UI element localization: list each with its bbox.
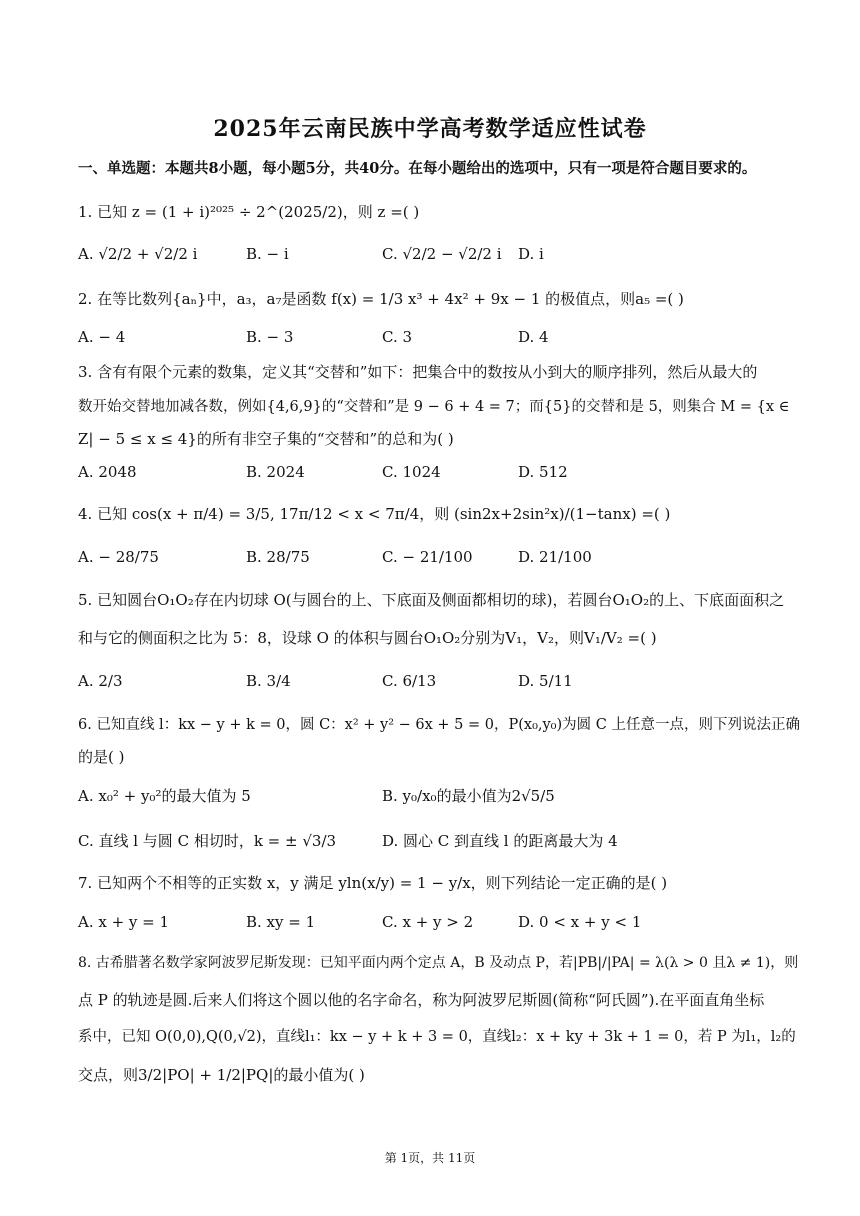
question-2-option-b: B. − 3 bbox=[246, 328, 294, 346]
question-6-option-b: B. y₀/x₀的最小值为2√5/5 bbox=[382, 787, 555, 805]
question-1-option-b: B. − i bbox=[246, 245, 289, 263]
question-5-text-line-2: 和与它的侧面积之比为 5：8，设球 O 的体积与圆台O₁O₂分别为V₁，V₂，则V₁/V₂ =( ) bbox=[78, 629, 657, 647]
question-5-option-b: B. 3/4 bbox=[246, 672, 291, 690]
question-7-option-b: B. xy = 1 bbox=[246, 913, 316, 931]
question-3-text-line-3: Z| − 5 ≤ x ≤ 4}的所有非空子集的“交替和”的总和为( ) bbox=[78, 430, 454, 448]
question-3-option-b: B. 2024 bbox=[246, 463, 305, 481]
question-3-option-c: C. 1024 bbox=[382, 463, 441, 481]
question-4-option-b: B. 28/75 bbox=[246, 548, 310, 566]
question-6-text-line-1: 6. 已知直线 l：kx − y + k = 0，圆 C：x² + y² − 6x + 5 = 0，P(x₀,y₀)为圆 C 上任意一点，则下列说法正确 bbox=[78, 717, 800, 733]
question-6-option-d: D. 圆心 C 到直线 l 的距离最大为 4 bbox=[382, 832, 618, 850]
question-3-text-line-2: 数开始交替地加减各数，例如{4,6,9}的“交替和”是 9 − 6 + 4 = 7；而{5}的交替和是 5，则集合 M = {x ∈ bbox=[78, 399, 790, 415]
question-7-option-a: A. x + y = 1 bbox=[78, 913, 170, 931]
question-3-option-d: D. 512 bbox=[518, 463, 568, 481]
section-heading: 一、单选题：本题共8小题，每小题5分，共40分。在每小题给出的选项中，只有一项是符合题目要求的。 bbox=[78, 160, 757, 177]
question-7-text: 7. 已知两个不相等的正实数 x，y 满足 yln(x/y) = 1 − y/x，则下列结论一定正确的是( ) bbox=[78, 874, 668, 892]
question-1-option-d: D. i bbox=[518, 245, 544, 263]
question-2-option-d: D. 4 bbox=[518, 328, 549, 346]
question-2-option-a: A. − 4 bbox=[78, 328, 126, 346]
question-1-option-c: C. √2/2 − √2/2 i bbox=[382, 245, 502, 263]
question-8-text-line-3: 系中，已知 O(0,0),Q(0,√2)，直线l₁：kx − y + k + 3 = 0，直线l₂：x + ky + 3k + 1 = 0，若 P 为l₁，l₂的 bbox=[78, 1029, 796, 1045]
question-1-text: 1. 已知 z = (1 + i)²⁰²⁵ ÷ 2^(2025/2)，则 z =( ) bbox=[78, 203, 420, 221]
question-5-option-a: A. 2/3 bbox=[78, 672, 123, 690]
question-6-text-line-2: 的是( ) bbox=[78, 748, 125, 766]
page-footer: 第 1页，共 11页 bbox=[384, 1151, 476, 1165]
question-1-option-a: A. √2/2 + √2/2 i bbox=[78, 245, 198, 263]
question-8-text-line-4: 交点，则3/2|PO| + 1/2|PQ|的最小值为( ) bbox=[78, 1066, 365, 1084]
question-5-option-d: D. 5/11 bbox=[518, 672, 573, 690]
question-4-option-c: C. − 21/100 bbox=[382, 548, 473, 566]
question-3-text-line-1: 3. 含有有限个元素的数集，定义其“交替和”如下：把集合中的数按从小到大的顺序排列，然后从最大的 bbox=[78, 363, 758, 381]
question-3-option-a: A. 2048 bbox=[78, 463, 137, 481]
question-6-option-c: C. 直线 l 与圆 C 相切时，k = ± √3/3 bbox=[78, 832, 337, 850]
question-4-text: 4. 已知 cos(x + π/4) = 3/5, 17π/12 < x < 7π/4，则 (sin2x+2sin²x)/(1−tanx) =( ) bbox=[78, 505, 671, 523]
question-7-option-c: C. x + y > 2 bbox=[382, 913, 474, 931]
question-4-option-d: D. 21/100 bbox=[518, 548, 592, 566]
question-8-text-line-1: 8. 古希腊著名数学家阿波罗尼斯发现：已知平面内两个定点 A，B 及动点 P，若|PB|/|PA| = λ(λ > 0 且λ ≠ 1)，则 bbox=[78, 955, 799, 971]
question-2-option-c: C. 3 bbox=[382, 328, 413, 346]
page-title: 2025年云南民族中学高考数学适应性试卷 bbox=[213, 116, 647, 142]
question-8-text-line-2: 点 P 的轨迹是圆.后来人们将这个圆以他的名字命名，称为阿波罗尼斯圆(简称“阿氏圆”).在平面直角坐标 bbox=[78, 991, 765, 1009]
question-5-text-line-1: 5. 已知圆台O₁O₂存在内切球 O(与圆台的上、下底面及侧面都相切的球)，若圆台O₁O₂的上、下底面面积之 bbox=[78, 591, 785, 609]
question-2-text: 2. 在等比数列{aₙ}中，a₃，a₇是函数 f(x) = 1/3 x³ + 4x² + 9x − 1 的极值点，则a₅ =( ) bbox=[78, 290, 684, 308]
question-6-option-a: A. x₀² + y₀²的最大值为 5 bbox=[78, 787, 251, 805]
question-4-option-a: A. − 28/75 bbox=[78, 548, 159, 566]
question-7-option-d: D. 0 < x + y < 1 bbox=[518, 913, 642, 931]
question-5-option-c: C. 6/13 bbox=[382, 672, 437, 690]
